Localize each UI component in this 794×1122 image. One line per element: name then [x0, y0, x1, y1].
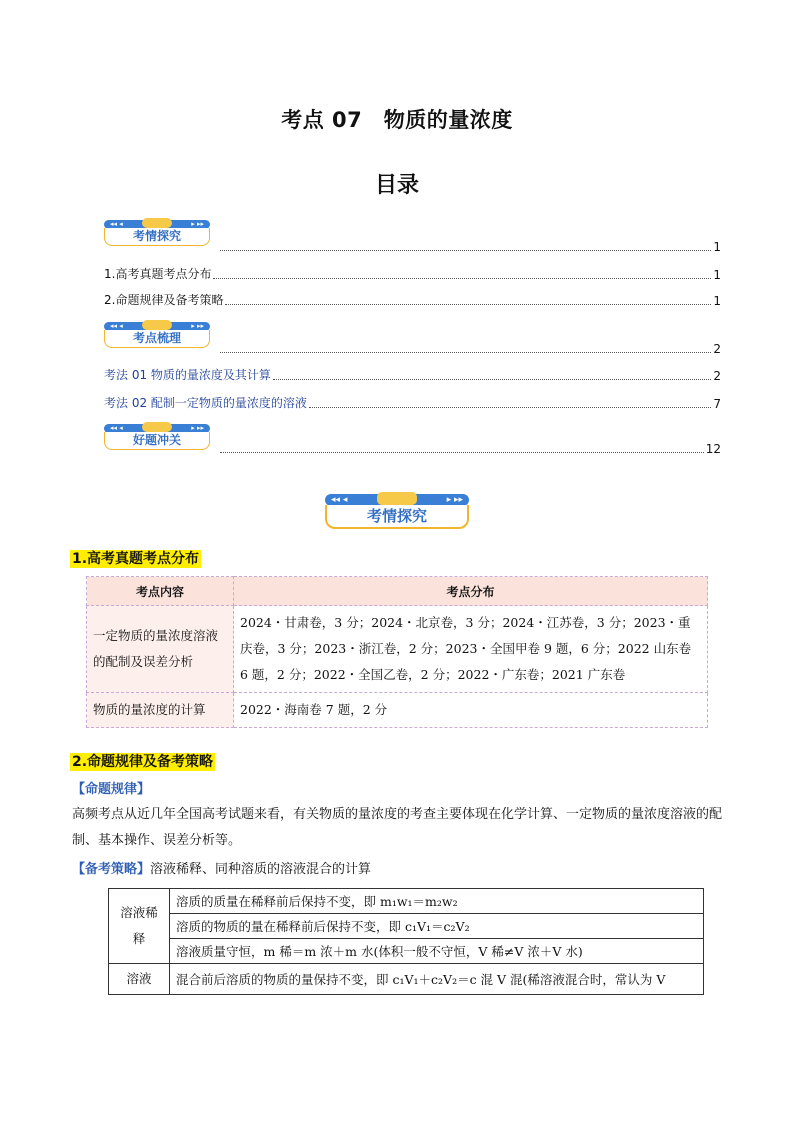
toc-label: 考法 01 物质的量浓度及其计算 — [104, 368, 271, 382]
topic-cell: 物质的量浓度的计算 — [87, 693, 234, 728]
table-row — [109, 964, 704, 995]
badge-kaoqing-section — [325, 494, 469, 530]
badge-kaoqing-small — [104, 220, 210, 246]
group-cell-dilution: 溶液稀释 — [109, 889, 170, 964]
beikao-label: 【备考策略】 — [72, 862, 151, 877]
arrow-right-icon: ▸ ▸▸ — [191, 220, 204, 228]
toc-label: 1.高考真题考点分布 — [104, 267, 212, 281]
dilution-table — [108, 888, 704, 995]
toc-page: 1 — [713, 268, 721, 282]
toc-entry-haoti[interactable] — [218, 440, 721, 456]
arrow-left-icon: ◂◂ ◂ — [110, 220, 123, 228]
toc-page: 7 — [713, 397, 721, 411]
toc-title: 目录 — [374, 173, 419, 198]
toc-entry-kaoqing[interactable] — [218, 238, 721, 254]
beikao-text: 溶液稀释、同种溶质的溶液混合的计算 — [150, 862, 372, 877]
table-row — [87, 606, 708, 693]
arrow-left-icon: ◂◂ ◂ — [331, 495, 348, 505]
distribution-cell: 2024・甘肃卷，3 分；2024・北京卷，3 分；2024・江苏卷，3 分；2023・重庆卷，3 分；2023・浙江卷，2 分；2023・全国甲卷 9 题，6 分；2022 山东卷 6 题，2 分；2022・全国乙卷，2 分；2022・广东卷；2021 广东卷 — [234, 606, 708, 693]
section1-heading: 1.高考真题考点分布 — [72, 551, 200, 567]
toc-page: 1 — [713, 294, 721, 308]
formula-cell: 混合前后溶质的物质的量保持不变，即 c₁V₁＋c₂V₂＝c 混 V 混(稀溶液混合时，常认为 V — [170, 964, 704, 995]
arrow-left-icon: ◂◂ ◂ — [110, 322, 123, 330]
toc-page: 2 — [713, 369, 721, 383]
arrow-left-icon: ◂◂ ◂ — [110, 424, 123, 432]
group-cell-mixing: 溶液 — [109, 964, 170, 995]
toc-entry-2[interactable] — [104, 292, 721, 308]
toc-entry-kaofa-01[interactable] — [104, 367, 721, 383]
table-row — [109, 914, 704, 939]
topic-cell: 一定物质的量浓度溶液的配制及误差分析 — [87, 606, 234, 693]
badge-label: 考点梳理 — [104, 330, 210, 348]
exam-distribution-table — [86, 576, 708, 728]
table-row — [109, 889, 704, 914]
badge-label: 考情探究 — [104, 228, 210, 246]
document-title: 考点 07 物质的量浓度 — [281, 108, 513, 132]
toc-entry-kaofa-02[interactable] — [104, 395, 721, 411]
formula-cell: 溶质的质量在稀释前后保持不变，即 m₁w₁＝m₂w₂ — [170, 889, 704, 914]
toc-entry-1[interactable] — [104, 266, 721, 282]
arrow-right-icon: ▸ ▸▸ — [446, 495, 463, 505]
table-row — [109, 939, 704, 964]
table-header-row — [87, 577, 708, 606]
distribution-cell: 2022・海南卷 7 题，2 分 — [234, 693, 708, 728]
formula-cell: 溶质的物质的量在稀释前后保持不变，即 c₁V₁＝c₂V₂ — [170, 914, 704, 939]
badge-kaodian-small — [104, 322, 210, 348]
mingti-label: 【命题规律】 — [72, 782, 151, 797]
badge-haoti-small — [104, 424, 210, 450]
toc-page: 1 — [713, 240, 721, 254]
table-header: 考点分布 — [234, 577, 708, 606]
beikao-line — [72, 858, 371, 877]
formula-cell: 溶液质量守恒，m 稀＝m 浓＋m 水(体积一般不守恒，V 稀≠V 浓＋V 水) — [170, 939, 704, 964]
toc-label: 考法 02 配制一定物质的量浓度的溶液 — [104, 396, 307, 410]
toc-entry-kaodian[interactable] — [218, 340, 721, 356]
toc-label: 2.命题规律及备考策略 — [104, 293, 224, 307]
toc-page: 2 — [713, 342, 721, 356]
badge-label: 考情探究 — [325, 505, 469, 529]
toc-page: 12 — [705, 442, 721, 456]
section2-heading: 2.命题规律及备考策略 — [72, 754, 214, 770]
table-row — [87, 693, 708, 728]
badge-label: 好题冲关 — [104, 432, 210, 450]
mingti-paragraph: 高频考点从近几年全国高考试题来看，有关物质的量浓度的考查主要体现在化学计算、一定物质的量浓度溶液的配制、基本操作、误差分析等。 — [72, 807, 723, 848]
arrow-right-icon: ▸ ▸▸ — [191, 322, 204, 330]
arrow-right-icon: ▸ ▸▸ — [191, 424, 204, 432]
table-header: 考点内容 — [87, 577, 234, 606]
